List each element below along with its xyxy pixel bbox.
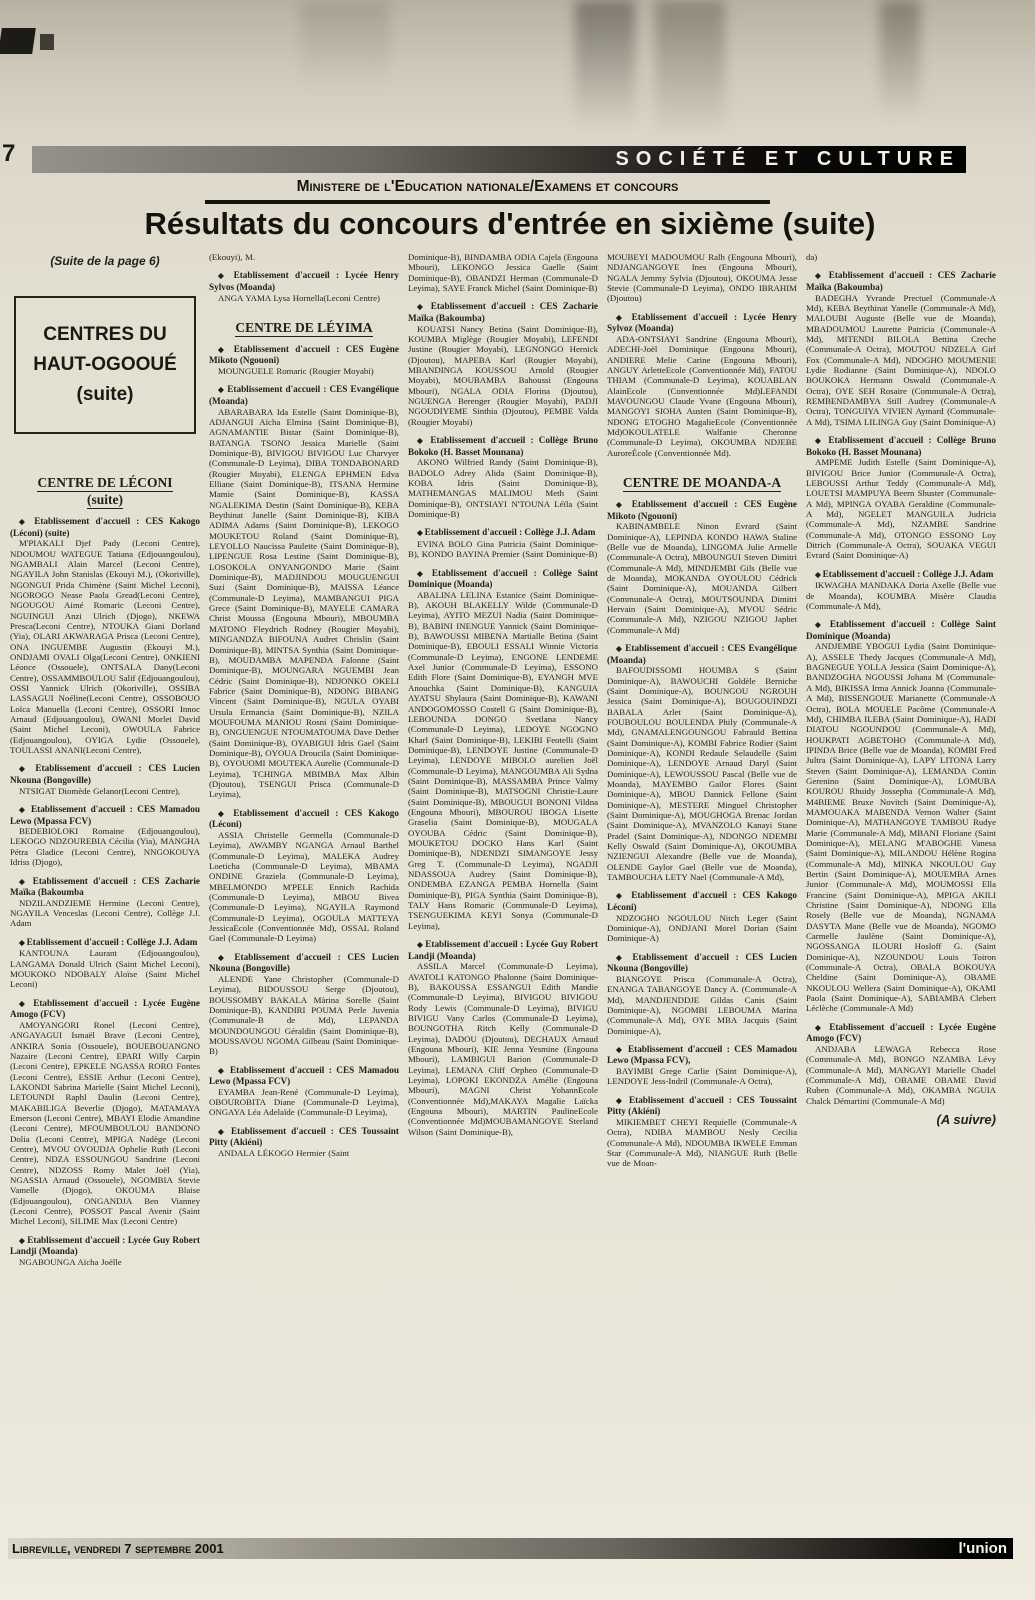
names-paragraph: KOUATSI Nancy Betina (Saint Dominique-B), KOUMBA Miglège (Rougier Moyabi), LEFENDI Justine (Rougier Moyabi), LEGNONGO Hernick (Djoutou), MAPEBA Karl (Rougier Moyabi), MBANDINGA KOUSSOU Arnold (Rougier Moyabi), MOUBAMBA Bahoussi (Engouna Mbouri), NGALA ODIA Florina (Djoutou), NGUENGA Berenger (Rougier Moyabi), PADJI NGOUDIYEME Sinthia (Djoutou), PEMBE Valda (Rougier Moyabi)	[408, 323, 598, 427]
etablissement-section	[607, 643, 797, 882]
etablissement-section	[408, 301, 598, 427]
etablissement-section	[607, 499, 797, 635]
section-head: ◆ Etablissement d'accueil : Lycée Eugène Amogo (FCV)	[10, 997, 200, 1020]
names-paragraph: BADEGHA Yvrande Prectuel (Communale-A Md), KEBA Beythinat Yanelle (Communale-A Md), MALOUBI Auguste (Belle vue de Moanda), MBADOUMOU Laurette Patricia (Communale-A Md), MITENDI BILOLA Bettina Creche (Communale-A Octra), MOUTOU NDZELA Girl Fox (Communale-A Md), NDOGHO MOUMENIE Lydie Rodianne (Saint Dominique-A), NDOLO BOUKOKA Hermann Oswald (Communale-A Octra), OYE SEH Rosaire (Communale-A Octra), REMBENDAMBYA Still Audrey (Communale-A Octra), TONGUIYA VIVIEN Aymard (Communale-A Md), TSIMA LILINGA Guy (Saint Dominique-A)	[806, 292, 996, 427]
etablissement-section	[10, 516, 200, 755]
column-1	[10, 252, 200, 1527]
etablissement-section	[209, 384, 399, 799]
names-paragraph: BEDEBIOLOKI Romaine (Edjouangoulou), LEKOGO NDZOUREBIA Cécilia (Yia), MANGHA Pétra Gladice (Leconi Centre), NNGOKOUYA Idriss (Djogo),	[10, 826, 200, 868]
diamond-bullet-icon: ◆	[19, 1235, 28, 1245]
section-head: ◆ Etablissement d'accueil : CES Mamadou Lewo (Mpassa FCV)	[10, 803, 200, 826]
continued-names-paragraph: da)	[806, 252, 818, 262]
section-head: ◆ Etablissement d'accueil : Lycée Guy Robert Landji (Moanda)	[10, 1234, 200, 1257]
page-number: 7	[2, 140, 16, 167]
diamond-bullet-icon: ◆	[815, 1022, 830, 1032]
etablissement-section	[806, 1022, 996, 1106]
diamond-bullet-icon: ◆	[417, 528, 425, 538]
diamond-bullet-icon: ◆	[218, 1065, 230, 1075]
etablissement-section	[607, 890, 797, 943]
diamond-bullet-icon: ◆	[815, 271, 829, 281]
etablissement-section	[209, 344, 399, 377]
diamond-bullet-icon: ◆	[19, 804, 31, 814]
diamond-bullet-icon: ◆	[815, 569, 823, 579]
section-head: ◆ Etablissement d'accueil : CES Kakogo Léconi)	[607, 890, 797, 912]
diamond-bullet-icon: ◆	[417, 568, 432, 578]
etablissement-section	[806, 569, 996, 612]
etablissement-section	[408, 568, 598, 932]
etablissement-section	[408, 939, 598, 1137]
section-head: ◆ Etablissement d'accueil : Lycée Henry Sylvos (Moanda)	[209, 270, 399, 292]
names-paragraph: KANTOUNA Laurant (Edjouangoulou), LANGAMA Donald Ulrich (Saint Michel Leconi), MOUKOKO NDOBALY Aloïse (Saint Michel Leconi)	[10, 948, 200, 990]
names-paragraph: BAFOUDISSOMI HOUMBA S (Saint Dominique-A), BAWOUCHI Goldèle Berniche (Saint Dominique-A), BOUNGOU NGROUH Jessica (Saint Dominique-A), BOUGOUINDZI BABALA Arlet (Saint Dominique-A), FOUBOULOU BOULENDA Phily (Communale-A Md), GNAMALENGOUNGOU Fabrauld Bettina (Saint Dominique-A), KOMBI Fabrice Rodier (Saint Dominique-A), KONDI Redaule Selaudelle (Saint Dominique-A), LENDOYE Arnaud Daryl (Saint Dominique-A), LEWOUSSOU Pascal (Belle vue de Moanda), MAYEMBO Gailor Flores (Saint Dominique-A), MBOU Dannick Fellone (Saint Dominique-A), MESTERE Minguel Christopher (Saint Dominique-A), MOUGHOGA Brenac Jordan (Saint Dominique-A), MVANZOLO Kanayi Stane Pradel (Saint Dominique-A), NDONGO NDEMBI Kelly Oswald (Saint Dominique-A), OKOUMBA NZIENGUI Alexandre (Belle vue de Moanda), OLENDE Gaylor Gael (Belle vue de Moanda), TAMBOUCHA LETY Nael (Communale-A Md),	[607, 665, 797, 883]
diamond-bullet-icon: ◆	[218, 271, 234, 281]
diamond-bullet-icon: ◆	[815, 620, 830, 630]
centre-heading-line: CENTRE DE LÉCONI	[37, 475, 173, 490]
kicker: Ministere de l'Education nationale/Examens et concours	[205, 178, 770, 204]
etablissement-section	[607, 1095, 797, 1169]
section-head: ◆ Etablissement d'accueil : CES Zacharie Maïka (Bakoumba)	[806, 270, 996, 292]
names-paragraph: ALENDE Yane Christopher (Communale-D Leyima), BIDOUSSOU Serge (Djoutou), BOUSSOMBY BAKALA Màrina Sorelle (Saint Dominique-B), KANDIRI POUMA Perle Juvenia (Communale-B de Md), LEPANDA MOUNDOUNGOU Géraldin (Saint Dominique-B), MOUSSAVOU NGOMA Gilbeau (Saint Dominique-B)	[209, 973, 399, 1057]
etablissement-section	[209, 808, 399, 944]
names-paragraph: ANDJABA LEWAGA Rebecca Rose (Communale-A Md), BONGO NZAMBA Lévy (Communale-A Md), MANGAYI Marielle Chadel (Communale-A Md), OBAME OBAME David Ruben (Communale-A Md), OKAMBA NGUIA Chalck Démartini (Communale-A Md)	[806, 1044, 996, 1106]
etablissement-section	[10, 1235, 200, 1268]
etablissement-section	[806, 619, 996, 1014]
etablissement-section	[209, 1126, 399, 1159]
diamond-bullet-icon: ◆	[417, 436, 431, 445]
etablissement-section	[209, 270, 399, 303]
names-paragraph: BIANGOYE Prisca (Communale-A Octra), ENANGA TABANGOYE Dancy A. (Communale-A Md), MANDJENDDJE Gildas Canis (Saint Dominique-A), NGOMBI LEBOUMA Marina (Communale-A Md), OYE MBA Jacquis (Saint Dominique-A),	[607, 973, 797, 1036]
centre-heading-line: (suite)	[87, 492, 123, 507]
names-paragraph: ANDJEMBE YBOGUI Lydia (Saint Dominique-A), ASSELE Thedy Jacques (Communale-A Md), BAGNEGUE YOLLA Jessica (Saint Dominique-A), BANDZOGHA NGOUSSI Johana M (Communale-A Md), BIKISSA Irma Annick Joanna (Communale-A Md), BISSENGOUE Marianette (Communale-A Octra), BOLA MOUELE Pacôme (Communale-A Md), CHIMBA ILEBA (Saint Dominique-A), HADI DIATOU NGOUNDOU (Communale-A Md), HOUKPATI AGBETOHO (Communale-A Md), IPINDA Brice (Belle vue de Moanda), KOMBI Fred Jultra (Saint Dominique-A), LAPY LITONA Larry Steven (Saint Dominique-A), LEMANDA Contin Gerenino (Saint Dominique-A), LOMUBA KOUROU Rhuidy Jossepha (Communale-A Md), M4BIEME Bruxe Novitch (Saint Dominique-A), MAMOUAKA MABENDA Vernon Walter (Saint Dominique-A), MATHANGOYE TAMBOU Rudye Marie (Communale-A Md), MBANI Floriane (Saint Dominique-A), MELANG M'ABOGHE Vanesa (Saint Dominique-A), MILANDOU Hélène Rogina (Communale-A Md), MINKA NKOULOU Guy Bertin (Saint Dominique-A), MOUEMBA Arnes Junior (Communale-A Md), MOUMOSSI Ella Francine (Saint Dominique-A), MPIGA AKILI Christine (Saint Dominique-A), NDONG Ella Rosely (Belle vue de Moanda), NGNAMA DASYTA Mane (Belle vue de Moanda), NGOMO Carmelle Jaulène (Saint Dominique-A), NGOSSANGA ILOURI Hosloff G. (Saint Dominique-A), NZOUNDOU Louis Toiron (Communale-A Octra), OBALA BOKOUYA Cheldine (Saint Dominique-A), OBAME NKOULOU Wellera (Saint Dominique-A), OKAMI Paola (Saint Dominique-A), SABIAMBA Clebert Léclèche (Communale-A Md)	[806, 641, 996, 1014]
column-5	[806, 252, 996, 1527]
names-paragraph: AKONO Wilfried Randy (Saint Dominique-B), BADOLO Adrey Alida (Saint Dominique-B), KOBA Idris (Saint Dominique-B), MATHEMANGAS MALIMOU Meth (Saint Dominique-B), ONTSIAYI N'TOUNA Léïla (Saint Dominique-B)	[408, 457, 598, 519]
etablissement-section	[10, 937, 200, 990]
names-paragraph: BAYIMBI Grege Carlie (Saint Dominique-A), LENDOYE Jess-Indril (Communale-A Octra),	[607, 1066, 797, 1087]
section-head: ◆ Etablissement d'accueil : CES Evangélique (Moanda)	[607, 643, 797, 665]
diamond-bullet-icon: ◆	[19, 764, 36, 774]
centre-heading	[209, 319, 399, 336]
etablissement-section	[806, 435, 996, 561]
names-paragraph: AMOYANGORI Ronel (Leconi Centre), ANGAYAGUI Ismaël Brave (Leconi Centre), ANKIRA Sonia (Ossouele), BOUEBOUANGNO Nazaire (Leconi Centre), EPARI Willy Carpin (Leconi Centre), EPKELE NGASSA RORO Fontes (Leconi Centre), ESSIE Arthur (Leconi Centre), LAKONDI Sabrina Marielle (Saint Michel Leconi), LETOUNDI Raphl Daulin (Leconi Centre), MAKABILIGA Beverlie (Djogo), MATAMAYA Emerson (Leconi Centre), MBAYI Elodie Amandine (Leconi Centre), MFOUMBOULOU BANDONO Dolia (Leconi Centre), MPIGA Nadège (Leconi Centre), MVOU OVOUDJA Ophelie Ruth (Leconi Centre), NDZA ESSOUNGOU Sandrine (Leconi Centre), NDZOSS Romy Malet Joël (Yia), NGASSIA Arnaud (Ossouele), NGOMBIA Stevie Vamelle (Djogo), OKOUMA Blaise (Edjouangoulou), ONGANDJA Ben Vianney (Leconi Centre), POSSOT Pascal Avenir (Saint Michel Leconi), SILIME Max (Leconi Centre)	[10, 1019, 200, 1227]
diamond-bullet-icon: ◆	[19, 517, 35, 526]
names-paragraph: ASSILA Marcel (Communale-D Leyima), AVATOLI KATONGO Phalonne (Saint Dominique-B), BAKOUSSA ESSANGUI Edith Mandie (Communale-D Leyima), BIVIGOU BIVIGOU Rody Lewis (Communale-D Leyima), BIVIGU BIVIGU Vany Carlos (Communale-D Leyima), BOUNGOTHA Ritch Kelly (Communale-D Leyima), DADOU (Djoutou), DECHAUX Arnaud (Engouna Mbouri), KIE Jenna Yesmine (Engouna Mbouri), LAMBIGUI Barion (Communale-D Leyima), LEMANA Cliff Orpheo (Communale-D Leyima), LOPOKI EKONDZA Amélie (Engouna Mbouri), MAGNI Christ YohannEcole (Conventionnée Md),MAKAYA Magalie Laïcka (Engouna Mbouri), MARTIN PaulineEcole (Conventionnée Md)MOUBAMANGOYE Sterland Wilson (Saint Dominique-B),	[408, 961, 598, 1137]
centre-heading-line: CENTRE DE MOANDA-A	[622, 475, 782, 491]
to-be-continued-note: (A suivre)	[936, 1112, 996, 1128]
continued-names-paragraph: Dominique-B), BINDAMBA ODIA Cajela (Engouna Mbouri), LEKONGO Jessica Gaelle (Saint Dominique-B), OBANDZI Herman (Communale-D Leyima), SAYE Franck Michel (Saint Dominique-B)	[408, 252, 598, 294]
scan-artifact	[655, 0, 725, 140]
region-box-line: HAUT-OGOOUÉ	[33, 354, 177, 375]
section-head: ◆ Etablissement d'accueil : Collège Bruno Bokoko (H. Basset Mounana)	[408, 435, 598, 457]
section-head: ◆ Etablissement d'accueil : Collège Bruno Bokoko (H. Basset Mounana)	[806, 435, 996, 457]
names-paragraph: NDZOGHO NGOULOU Nitch Leger (Saint Dominique-A), ONDJANI Morel Dorian (Saint Dominique-A)	[607, 912, 797, 944]
etablissement-section	[10, 876, 200, 929]
section-head: ◆ Etablissement d'accueil : CES Eugène Mikoto (Ngouoni)	[607, 499, 797, 521]
etablissement-section	[10, 998, 200, 1227]
section-head: ◆ Etablissement d'accueil : CES Lucien Nkouna (Bongoville)	[10, 763, 200, 785]
section-head: ◆ Etablissement d'accueil : CES Kakogo (Léconi) (suite)	[10, 516, 200, 538]
column-3	[408, 252, 598, 1527]
etablissement-section	[408, 435, 598, 519]
footer-bar	[8, 1538, 1013, 1559]
page-title: Résultats du concours d'entrée en sixième (suite)	[144, 206, 876, 241]
section-head: ◆ Etablissement d'accueil : CES Lucien Nkouna (Bongoville)	[209, 951, 399, 974]
scan-artifact	[300, 0, 390, 90]
section-head: ◆ Etablissement d'accueil : Collège J.J. Adam	[417, 527, 596, 538]
diamond-bullet-icon: ◆	[19, 937, 27, 947]
section-head: ◆ Etablissement d'accueil : Lycée Henry Sylvoz (Moanda)	[607, 311, 797, 334]
ink-blotch	[40, 34, 54, 50]
diamond-bullet-icon: ◆	[218, 385, 228, 395]
section-head: ◆ Etablissement d'accueil : CES Zacharie Maïka (Bakoumba	[10, 875, 200, 898]
names-paragraph: ADA-ONTSIAYI Sandrine (Engouna Mbouri), ADECHI-Joël Dominique (Engouna Mbouri), ANDIERE Melie Carine (Engouna Mbouri), ANGUY ArletteEcole (Conventionnée Md), FATOU THIAM (Communale-D Leyima), KOUABLAN AlainEcole (Conventionnée Md)LEFANDI MAVOUNGOU Claude Yvane (Engouna Mbouri), MANGOYI SIOHA Austen (Saint Dominique-B), NDONG ETOGHO MagalieEcole (Conventionnée Md)OKOULATELE Walfanie Cheronne (Communale-D Leyima), OKOUMBA NDJEBE AuroreÉcole (Conventionnée Md).	[607, 333, 797, 458]
region-box-line: (suite)	[76, 384, 134, 405]
names-paragraph: M'PIAKALI Djef Pady (Leconi Centre), NDOUMOU WATEGUE Tatiana (Edjouangoulou), NGAMBALI Alain Marcel (Leconi Centre), NGAYILA John Stanislas (Ekouyi M.), (Okoriville), NGONGUI Prida Chimène (Saint Michel Leconi), NGOROGO Nease Paola Gread(Leconi Centre), NGOUGOU Aimé Romaric (Leconi Centre), NGUINGUI Anzi Ulrich (Djogo), NKEWA Presca(Leconi Centre), NTOUKA Giani Dorland (Yia), OLARI AKWARAGA Prisca (Leconi Centre), ONA INGUEMBE Augustin (Ekouyi M.), ONDJAMI OVALI Olga(Leconi Centre), ONKIENI Léonce (Ossouele), ONTSALA Dany(Leconi Centre), OSSAMMBOULOU Salif (Edjouangoulou), OSSI Yannick Ulrich (Okoriville), OSSIBA LASSAGUI Noéline(Leconi Centre), OSSOBOUO Loïca Manuella (Leconi Centre), OSSORI Innoc Arnaud (Edjouangoulou), OWANI Morlet David (Saint Michel Leconi), OWOULA Fabrice (Edjouangoulou), OYIGA Lydie (Ossouele), TOULASSI ANANI(Leconi Centre),	[10, 538, 200, 756]
continued-names-paragraph: (Ekouyi), M.	[209, 252, 256, 262]
section-head: ◆ Etablissement d'accueil : CES Toussaint Pitty (Akiéni)	[607, 1094, 797, 1117]
names-paragraph: ABARABARA Ida Estelle (Saint Dominique-B), ADJANGUI Aïcha Elmina (Saint Dominique-B), AGNAMANTIE Bistar (Saint Dominique-B), BATANGA TSONO Jessica Marielle (Saint Dominique-B), BIVIGOU BIVIGOU Luc Charvyer (Communale-D Leyima), DIBA TONDABONARD (Rougier Moyabi), ELENGA EPHMEN Edva Elliane (Saint Dominique-B), ITSANA Hermine Mamie (Saint Dominique-B), KASSA NGALEKIMA Destin (Saint Dominique-B), KEBA Beythinat Janelle (Saint Dominique-B), KIBA ADIMA Adams (Saint Dominique-B), LEKOGO MOUKETOU Roland (Saint Dominique-B), LEYOLLO Naucissa Paulette (Saint Dominique-B), LIPENGUE Rosa Lestine (Saint Dominique-B), LOSOKOLA ONYANGONDO Marie (Saint Dominique-B), MADJINDOU MOUGUENGUI Suzi (Saint Dominique-B), MAISSA Léance (Communale-D Leyima), MAMBANGUI PIGA Grece (Saint Dominique-B), MAYELE CAMARA Christ Moussa (Engouna Mbouri), MBOUMBA MATONO Fleydrich Rodney (Rougier Moyabi), MINGANDZA BIFOUNA Audret Chrislin (Saint Dominique-B), MINTSA Synthia (Saint Dominique-B), MOUDAMBA MAPENDA Falonne (Saint Dominique-B), MOUNGARA NGUEMBI Jean Cédric (Saint Dominique-B), NDJONKO OKELI Fabrice (Saint Dominique-B), NDONG BIBANG Vincent (Saint Dominique-B), NGULA OYABI Ursula Ermancia (Saint Dominique-B), NZILA MOUFOUMA MANIOU Rosni (Saint Dominique-B), ONGUENGUE NTOUMATOUMA Dave Dether (Saint Dominique-B), OYABIGUI Idris Gael (Saint Dominique-B), OYOUA Droucila (Saint Dominique-B), OYOUOMI MOUTEKA Aurelie (Communale-D Leyima), TCHINGA MBIMBA Max Albin (Djoutou), TSENGUI Prisca (Communale-D Leyima),	[209, 406, 399, 800]
names-paragraph: EVINA BOLO Gina Patricia (Saint Dominique-B), KONDO BAYINA Premier (Saint Dominique-B)	[408, 538, 598, 560]
section-head: ◆ Etablissement d'accueil : CES Evangélique (Moanda)	[209, 384, 399, 406]
article-columns	[10, 252, 1022, 1527]
section-head: ◆ Etablissement d'accueil : CES Mamadou Lewo (Mpassa FCV),	[607, 1043, 797, 1066]
centre-heading	[607, 474, 797, 491]
etablissement-section	[209, 952, 399, 1057]
diamond-bullet-icon: ◆	[218, 1126, 232, 1136]
continued-names-paragraph: MOUBEYI MADOUMOU Ralh (Engouna Mbouri), NDJANGANGOYE Ines (Engouna Mbouri), NGALA Jemmy Sylvia (Djoutou), OKOUMA Jesse Stevie (Communale-D Leyima), ONDO IBRAHIM (Djoutou)	[607, 252, 797, 304]
diamond-bullet-icon: ◆	[19, 998, 34, 1008]
newspaper-logo: l'union	[958, 1540, 1007, 1557]
scan-artifact	[575, 0, 635, 130]
section-head: ◆ Etablissement d'accueil : CES Eugène Mikoto (Ngouoni)	[209, 343, 399, 366]
etablissement-section	[10, 763, 200, 796]
section-banner-title: SOCIÉTÉ ET CULTURE	[615, 148, 960, 170]
diamond-bullet-icon: ◆	[616, 952, 633, 962]
diamond-bullet-icon: ◆	[616, 312, 632, 322]
diamond-bullet-icon: ◆	[616, 500, 632, 510]
etablissement-section	[806, 270, 996, 427]
diamond-bullet-icon: ◆	[218, 808, 234, 818]
column-2	[209, 252, 399, 1527]
footer-date: Libreville, vendredi 7 septembre 2001	[12, 1541, 224, 1556]
names-paragraph: NDZILANDZIEME Hermine (Leconi Centre), NGAYILA Venceslas (Leconi Centre), Collège J.J. Adam	[10, 897, 200, 929]
scan-artifact	[880, 0, 920, 120]
column-4	[607, 252, 797, 1527]
diamond-bullet-icon: ◆	[815, 436, 829, 445]
section-head: ◆ Etablissement d'accueil : Collège J.J. Adam	[815, 568, 994, 579]
section-head: ◆ Etablissement d'accueil : CES Toussaint Pitty (Akiéni)	[209, 1125, 399, 1148]
etablissement-section	[607, 1044, 797, 1087]
section-head: ◆ Etablissement d'accueil : CES Kakogo (Léconi)	[209, 807, 399, 830]
section-head: ◆ Etablissement d'accueil : CES Zacharie Maïka (Bakoumba)	[408, 301, 598, 323]
ink-blotch	[0, 28, 36, 54]
names-paragraph: ANDALA LÉKOGO Hermier (Saint	[218, 1147, 350, 1158]
etablissement-section	[10, 804, 200, 868]
names-paragraph: MOUNGUELE Romaric (Rougier Moyabi)	[218, 366, 374, 377]
diamond-bullet-icon: ◆	[616, 891, 632, 901]
diamond-bullet-icon: ◆	[218, 344, 234, 354]
section-head: ◆ Etablissement d'accueil : Lycée Guy Robert Landji (Moanda)	[408, 939, 598, 961]
diamond-bullet-icon: ◆	[616, 1095, 630, 1105]
names-paragraph: ASSIA Christelle Germella (Communale-D Leyima), AWAMBY NGANGA Arnaul Barthel (Communale-D Leyima), MALEKA Audrey Loeticha (Communale-D Leyima), MBAMA ONDINE Graziela (Communale-D Leyima), MBELMONDO M'PELE Ennich Rachida (Communale-D Leyima), MBOU Bivea (Communale-D Leyima), NGAYILA Raymond (Communale-D Leyima), OGOULA MATTEYA JessicaEcole (Conventionnée Md), OSSAL Roland Gael (Communale-D Leyima)	[209, 829, 399, 944]
names-paragraph: MIKIEMBET CHEYI Requielle (Communale-A Octra), NDIBA MAMBOU Nesly Cecilia (Communale-A Md), NDOUMBA IKWELE Emman Star (Communale-A Md), NIANGUE Ruth (Belle vue de Moan-	[607, 1116, 797, 1169]
names-paragraph: ABALINA LELINA Estanice (Saint Dominique-B), AKOUH BLAKELLY Wilde (Communale-D Leyima), AYITO MEZUI Nadia (Saint Dominique-B), BABINI INENGUE Yannick (Saint Dominique-B), BAWOUSSI MIBENA Martialle Betina (Saint Dominique-B), EBOULI ESSALI Winnie Victoria (Communale-D Leyima), ENGONE LENDEME Axel Junior (Communale-D Leyima), ESSONO Edith Flore (Saint Dominique-B), EYANGH MVE Anouchka (Saint Dominique-B), KANGUIA AYATSU Shylaura (Saint Dominique-B), KAWANI ANDOGOMOSSO Costell G (Saint Dominique-B), LEBOUNDA DONGO Svetlana Nancy (Communale-D Leyima), LEDOYE NGOGNO Kharl (Saint Dominique-B), LEKIBI Feotelli (Saint Dominique-B), LENDOYE Justine (Communale-D Leyima), LENDOYE MIBOLO aurelien Joël (Communale-D Leyima), MANGOUMBA Ali Sydna (Saint Dominique-B), MASSAMBA Prince Valmy (Saint Dominique-B), MATSOGNI Christie-Laure (Saint Dominique-B), MBOUGUI BONONI Vildna (Engouna Mbouri), MBOUROU IBOGA Lisette Graselia (Saint Dominique-B), MOUGALA OYOUBA Cédric (Saint Dominique-B), MOUKETOU DOCKO Hans Karl (Saint Dominique-B), NDENDZI SIMANGOYE Jessy Greg T. (Communale-D Leyima), NGADJI NDASSOUA Audrey (Saint Dominique-B), ONDEMBA EZANGA PEMBA Hornella (Saint Dominique-B), PIGA Synthia (Saint Dominique-B), TALY Hans Romaric (Communale-D Leyima), TSENGUEKIMA KEYI Sonya (Communale-D Leyima),	[408, 589, 598, 931]
section-head: ◆ Etablissement d'accueil : CES Mamadou Lewo (Mpassa FCV)	[209, 1064, 399, 1087]
section-head: ◆ Etablissement d'accueil : Collège Saint Dominique (Moanda)	[806, 619, 996, 641]
diamond-bullet-icon: ◆	[417, 302, 431, 312]
section-head: ◆ Etablissement d'accueil : Collège J.J. Adam	[19, 936, 198, 947]
names-paragraph: NTSIGAT Diomède Gelanor(Leconi Centre),	[19, 785, 181, 796]
section-banner	[32, 146, 966, 173]
names-paragraph: NGABOUNGA Aïcha Joëlle	[19, 1256, 122, 1267]
names-paragraph: AMPEME Judith Estelle (Saint Dominique-A), BIVIGOU Brice Junior (Communale-A Octra), LEBOUSSI Arthur Teddy (Communale-A Md), LOUETSI MAMPUYA Beern Shuster (Communale-A Md), MPINGA OYABA Geraldine (Communale-A Md), NGELET MANGUILA Judricia (Communale-A Md), NZAMBE Sandrine (Communale-A Md), OTONGO ESSONO Loy Ditrich (Communale-A Octra), SOUAKA VEGUI Evrard (Saint Dominique-A)	[806, 457, 996, 561]
continued-from-note: (Suite de la page 6)	[50, 254, 160, 268]
centre-heading	[10, 474, 200, 508]
section-head: ◆ Etablissement d'accueil : CES Lucien Nkouna (Bongoville)	[607, 951, 797, 974]
diamond-bullet-icon: ◆	[417, 940, 426, 950]
etablissement-section	[607, 312, 797, 458]
etablissement-section	[607, 952, 797, 1036]
section-head: ◆ Etablissement d'accueil : Lycée Eugène Amogo (FCV)	[806, 1021, 996, 1044]
diamond-bullet-icon: ◆	[616, 1044, 628, 1054]
diamond-bullet-icon: ◆	[218, 952, 235, 962]
region-box	[14, 296, 196, 434]
centre-heading-line: CENTRE DE LÉYIMA	[235, 319, 373, 335]
names-paragraph: IKWAGHA MANDAKA Doria Axelle (Belle vue de Moanda), KOUMBA Misère Claudia (Communale-A Md),	[806, 580, 996, 611]
names-paragraph: EYAMBA Jean-René (Communale-D Leyima), OBOUROBITA Diane (Communale-D Leyima), ONGAYA Léa Adelaïde (Communale-D Leyima),	[209, 1086, 399, 1118]
section-head: ◆ Etablissement d'accueil : Collège Saint Dominique (Moanda)	[408, 567, 598, 590]
diamond-bullet-icon: ◆	[19, 876, 33, 886]
etablissement-section	[408, 527, 598, 559]
region-box-line: CENTRES DU	[43, 324, 167, 345]
names-paragraph: KABINAMBELE Ninon Evrard (Saint Dominique-A), LEPINDA KONDO HAWA Staline (Belle vue de Moanda), LINGOMA Julie Armelle (Communale-A Octra), MBOUNGUI Steven Dimitri (Communale-A Md), MINDJEMBI Gils (Belle vue de Moanda), MOKANDA OYOULOU Cédrick (Saint Dominique-A), MOUANDA Gilbert (Communale-A Octra), MOUTSOUNDA Dimitri Hervain (Saint Dominique-A), MVOU Sédric (Communale-A Md), NZIGOU NZIGOU Japhet (Communale-A Md)	[607, 521, 797, 635]
diamond-bullet-icon: ◆	[616, 644, 626, 653]
names-paragraph: ANGA YAMA Lysa Hornella(Leconi Centre)	[218, 292, 380, 303]
etablissement-section	[209, 1065, 399, 1118]
